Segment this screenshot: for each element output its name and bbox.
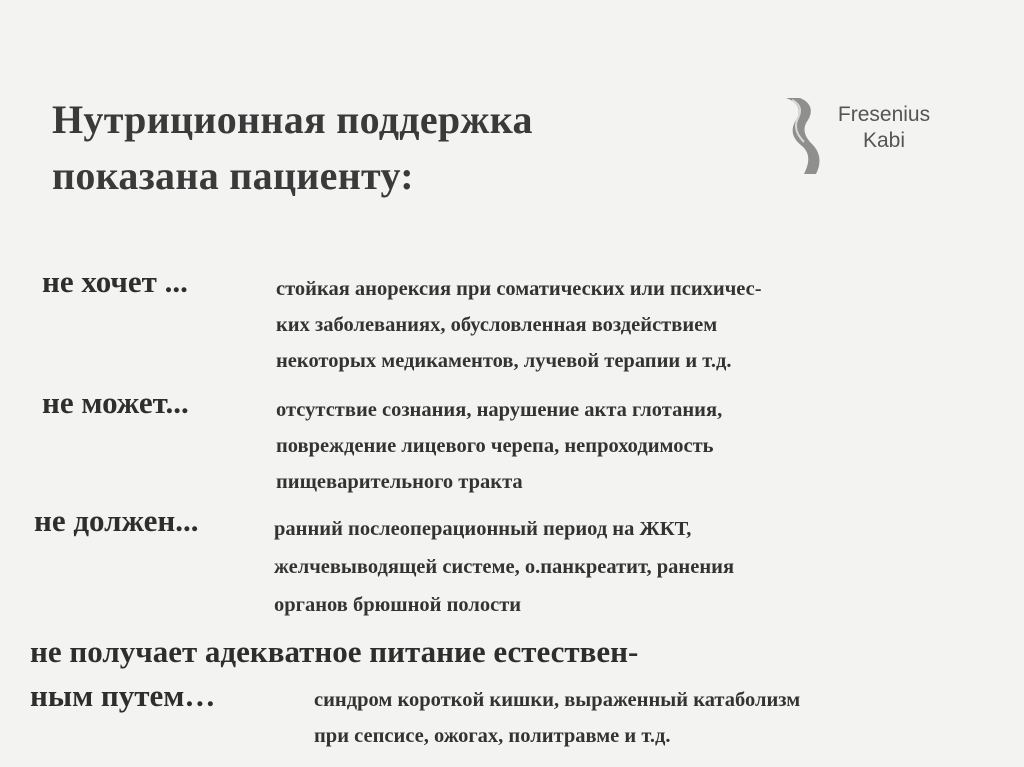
item-2-text xyxy=(276,392,722,500)
title-line-1: Нутриционная поддержка xyxy=(52,97,533,142)
title-line-2: показана пациенту: xyxy=(52,153,414,198)
slide-title xyxy=(52,92,533,204)
item-1-line-3: некоторых медикаментов, лучевой терапии и т.д. xyxy=(276,350,732,372)
item-3-text xyxy=(274,510,734,624)
item-3-lead: не должен... xyxy=(34,503,199,538)
item-1-lead: не хочет ... xyxy=(42,264,188,299)
item-3-line-2: желчевыводящей системе, о.панкреатит, ранения xyxy=(274,556,735,578)
item-1-line-1: стойкая анорексия при соматических или психичес- xyxy=(276,278,762,300)
item-4-line-2: при сепсисе, ожогах, политравме и т.д. xyxy=(314,725,671,747)
item-2-line-3: пищеварительного тракта xyxy=(276,471,523,493)
item-4-lead-line-2: ным путем… xyxy=(30,678,216,713)
logo-text-line-2: Kabi xyxy=(862,129,906,152)
item-2-lead: не может... xyxy=(42,385,189,420)
item-4-lead-line-1: не получает адекватное питание естествен- xyxy=(30,634,639,669)
item-4-line-1: синдром короткой кишки, выраженный катаболизм xyxy=(314,689,801,711)
logo-text-line-1: Fresenius xyxy=(837,103,931,126)
fresenius-kabi-logo xyxy=(780,96,950,176)
item-1-line-2: ких заболеваниях, обусловленная воздействием xyxy=(276,314,718,336)
item-3-line-1: ранний послеоперационный период на ЖКТ, xyxy=(274,518,692,540)
logo-text xyxy=(828,102,940,154)
item-1-text xyxy=(276,271,762,379)
item-3-line-3: органов брюшной полости xyxy=(274,594,522,616)
fresenius-kabi-logo-icon xyxy=(780,96,830,176)
item-4-text xyxy=(314,682,800,754)
item-2-line-2: повреждение лицевого черепа, непроходимость xyxy=(276,435,714,457)
item-2-line-1: отсутствие сознания, нарушение акта глотания, xyxy=(276,399,723,421)
